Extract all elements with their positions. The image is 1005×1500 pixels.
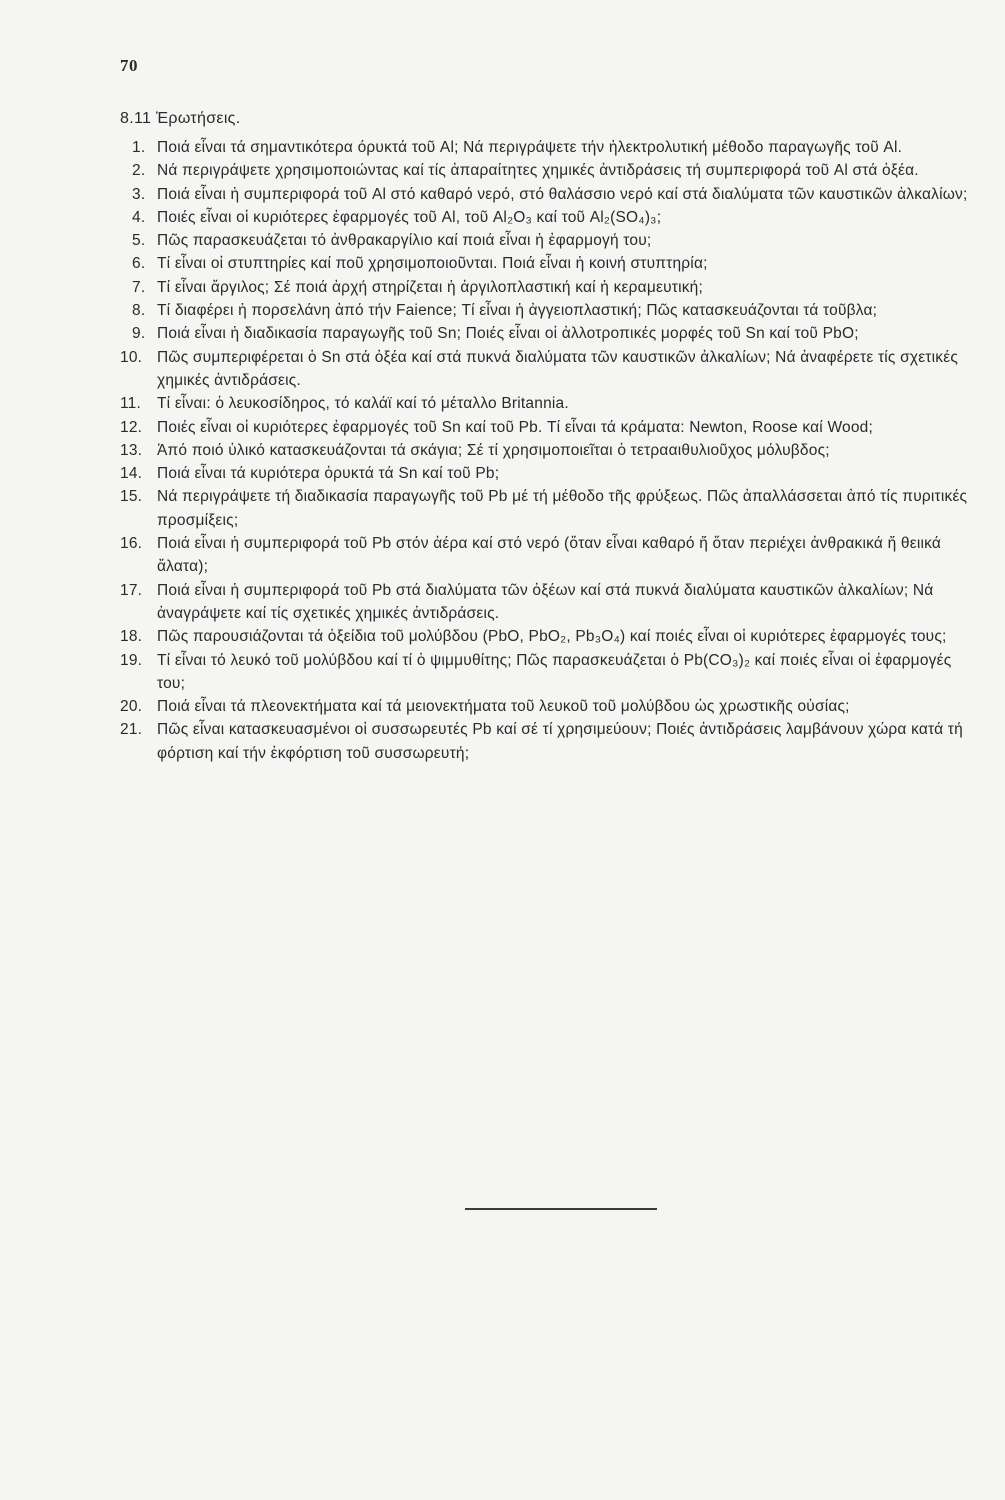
end-rule (465, 1208, 657, 1210)
question-item (120, 695, 980, 718)
question-text: Πῶς εἶναι κατασκευασμένοι οἱ συσσωρευτές Pb καί σέ τί χρησιμεύουν; Ποιές ἀντιδράσεις λαμβάνουν χώρα κατά τή φόρτιση καί τήν ἐκφόρτιση τοῦ συσσωρευτή; (157, 721, 963, 762)
question-item (120, 392, 980, 415)
question-number: 3. (132, 185, 146, 203)
question-item (120, 206, 980, 229)
question-number: 20. (120, 698, 143, 716)
question-number: 14. (120, 465, 143, 483)
question-number: 21. (120, 721, 143, 739)
question-number: 17. (120, 581, 143, 599)
section-heading: 8.11 Ἐρωτήσεις. (120, 110, 241, 127)
question-number: 16. (120, 535, 143, 553)
question-item (120, 532, 980, 579)
question-number: 19. (120, 651, 143, 669)
question-item (120, 579, 980, 626)
question-item (120, 346, 980, 393)
question-item (120, 625, 980, 648)
question-text: Νά περιγράψετε χρησιμοποιώντας καί τίς ἀπαραίτητες χημικές ἀντιδράσεις τή συμπεριφορά τοῦ Al στά ὀξέα. (157, 162, 919, 180)
question-text: Πῶς παρασκευάζεται τό ἀνθρακαργίλιο καί ποιά εἶναι ἡ ἐφαρμογή του; (157, 232, 652, 250)
question-item (120, 416, 980, 439)
question-number: 1. (132, 139, 146, 156)
question-text: Ποιά εἶναι ἡ συμπεριφορά τοῦ Pb στά διαλύματα τῶν ὀξέων καί στά πυκνά διαλύματα καυστικῶν ἀλκαλίων; Νά ἀναγράψετε καί τίς σχετικές χημικές ἀντιδράσεις. (157, 581, 934, 622)
question-number: 13. (120, 441, 143, 459)
question-text: Πῶς παρουσιάζονται τά ὀξείδια τοῦ μολύβδου (PbO, PbO₂, Pb₃O₄) καί ποιές εἶναι οἱ κυριότερες ἐφαρμογές τους; (157, 628, 947, 646)
question-number: 4. (132, 208, 146, 226)
question-number: 15. (120, 488, 143, 506)
question-number: 10. (120, 348, 143, 366)
question-text: Τί διαφέρει ἡ πορσελάνη ἀπό τήν Faience; Τί εἶναι ἡ ἀγγειοπλαστική; Πῶς κατασκευάζονται τά τοῦβλα; (157, 302, 878, 320)
question-number: 12. (120, 418, 143, 436)
question-item (120, 276, 980, 299)
question-item (120, 136, 980, 159)
question-text: Ποιές εἶναι οἱ κυριότερες ἐφαρμογές τοῦ Sn καί τοῦ Pb. Τί εἶναι τά κράματα: Newton, Roose καί Wood; (157, 418, 873, 436)
question-item (120, 718, 980, 765)
question-number: 8. (132, 302, 146, 320)
question-item (120, 299, 980, 322)
question-number: 7. (132, 278, 146, 296)
question-item (120, 439, 980, 462)
question-item (120, 649, 980, 696)
question-list (120, 136, 980, 765)
question-text: Πῶς συμπεριφέρεται ὁ Sn στά ὀξέα καί στά πυκνά διαλύματα τῶν καυστικῶν ἀλκαλίων; Νά ἀναφέρετε τίς σχετικές χημικές ἀντιδράσεις. (157, 348, 958, 389)
question-text: Τί εἶναι τό λευκό τοῦ μολύβδου καί τί ὁ ψιμμυθίτης; Πῶς παρασκευάζεται ὁ Pb(CO₃)₂ καί ποιές εἶναι οἱ ἐφαρμογές του; (157, 651, 952, 692)
question-text: Τί εἶναι: ὁ λευκοσίδηρος, τό καλάϊ καί τό μέταλλο Britannia. (157, 395, 569, 413)
question-item (120, 252, 980, 275)
question-text: Τί εἶναι οἱ στυπτηρίες καί ποῦ χρησιμοποιοῦνται. Ποιά εἶναι ἡ κοινή στυπτηρία; (157, 255, 708, 273)
question-number: 5. (132, 232, 146, 250)
question-text: Ποιά εἶναι ἡ διαδικασία παραγωγῆς τοῦ Sn; Ποιές εἶναι οἱ ἀλλοτροπικές μορφές τοῦ Sn καί τοῦ PbO; (157, 325, 859, 343)
question-number: 11. (120, 395, 141, 413)
question-text: Ποιά εἶναι τά σημαντικότερα όρυκτά τοῦ Al; Νά περιγράψετε τήν ἠλεκτρολυτική μέθοδο παραγωγῆς τοῦ Al. (157, 139, 903, 156)
question-text: Τί εἶναι ἄργιλος; Σέ ποιά ἀρχή στηρίζεται ἡ ἀργιλοπλαστική καί ἡ κεραμευτική; (157, 278, 703, 296)
question-text: Ποιά εἶναι τά κυριότερα ὀρυκτά τά Sn καί τοῦ Pb; (157, 465, 500, 483)
question-text: Ἀπό ποιό ὑλικό κατασκευάζονται τά σκάγια; Σέ τί χρησιμοποιεῖται ὁ τετρααιθυλιοῦχος μόλυβδος; (157, 441, 830, 459)
question-text: Ποιά εἶναι ἡ συμπεριφορά τοῦ Pb στόν ἀέρα καί στό νερό (ὅταν εἶναι καθαρό ἤ ὅταν περιέχει ἀνθρακικά ἤ θειικά ἄλατα); (157, 535, 942, 576)
question-text: Ποιά εἶναι ἡ συμπεριφορά τοῦ Al στό καθαρό νερό, στό θαλάσσιο νερό καί στά διαλύματα τῶν καυστικῶν ἀλκαλίων; (157, 185, 968, 203)
question-number: 9. (132, 325, 146, 343)
question-item (120, 322, 980, 345)
question-text: Ποιές εἶναι οἱ κυριότερες ἐφαρμογές τοῦ Al, τοῦ Al₂O₃ καί τοῦ Al₂(SO₄)₃; (157, 208, 662, 226)
question-item (120, 183, 980, 206)
question-text: Ποιά εἶναι τά πλεονεκτήματα καί τά μειονεκτήματα τοῦ λευκοῦ τοῦ μολύβδου ὡς χρωστικῆς οὐσίας; (157, 698, 850, 716)
question-number: 2. (132, 162, 146, 180)
question-number: 18. (120, 628, 143, 646)
question-item (120, 485, 980, 532)
question-text: Νά περιγράψετε τή διαδικασία παραγωγῆς τοῦ Pb μέ τή μέθοδο τῆς φρύξεως. Πῶς ἀπαλλάσσεται ἀπό τίς πυριτικές προσμίξεις; (157, 488, 968, 529)
question-item (120, 229, 980, 252)
page-number: 70 (120, 56, 138, 75)
question-item (120, 462, 980, 485)
question-item (120, 159, 980, 182)
question-number: 6. (132, 255, 146, 273)
